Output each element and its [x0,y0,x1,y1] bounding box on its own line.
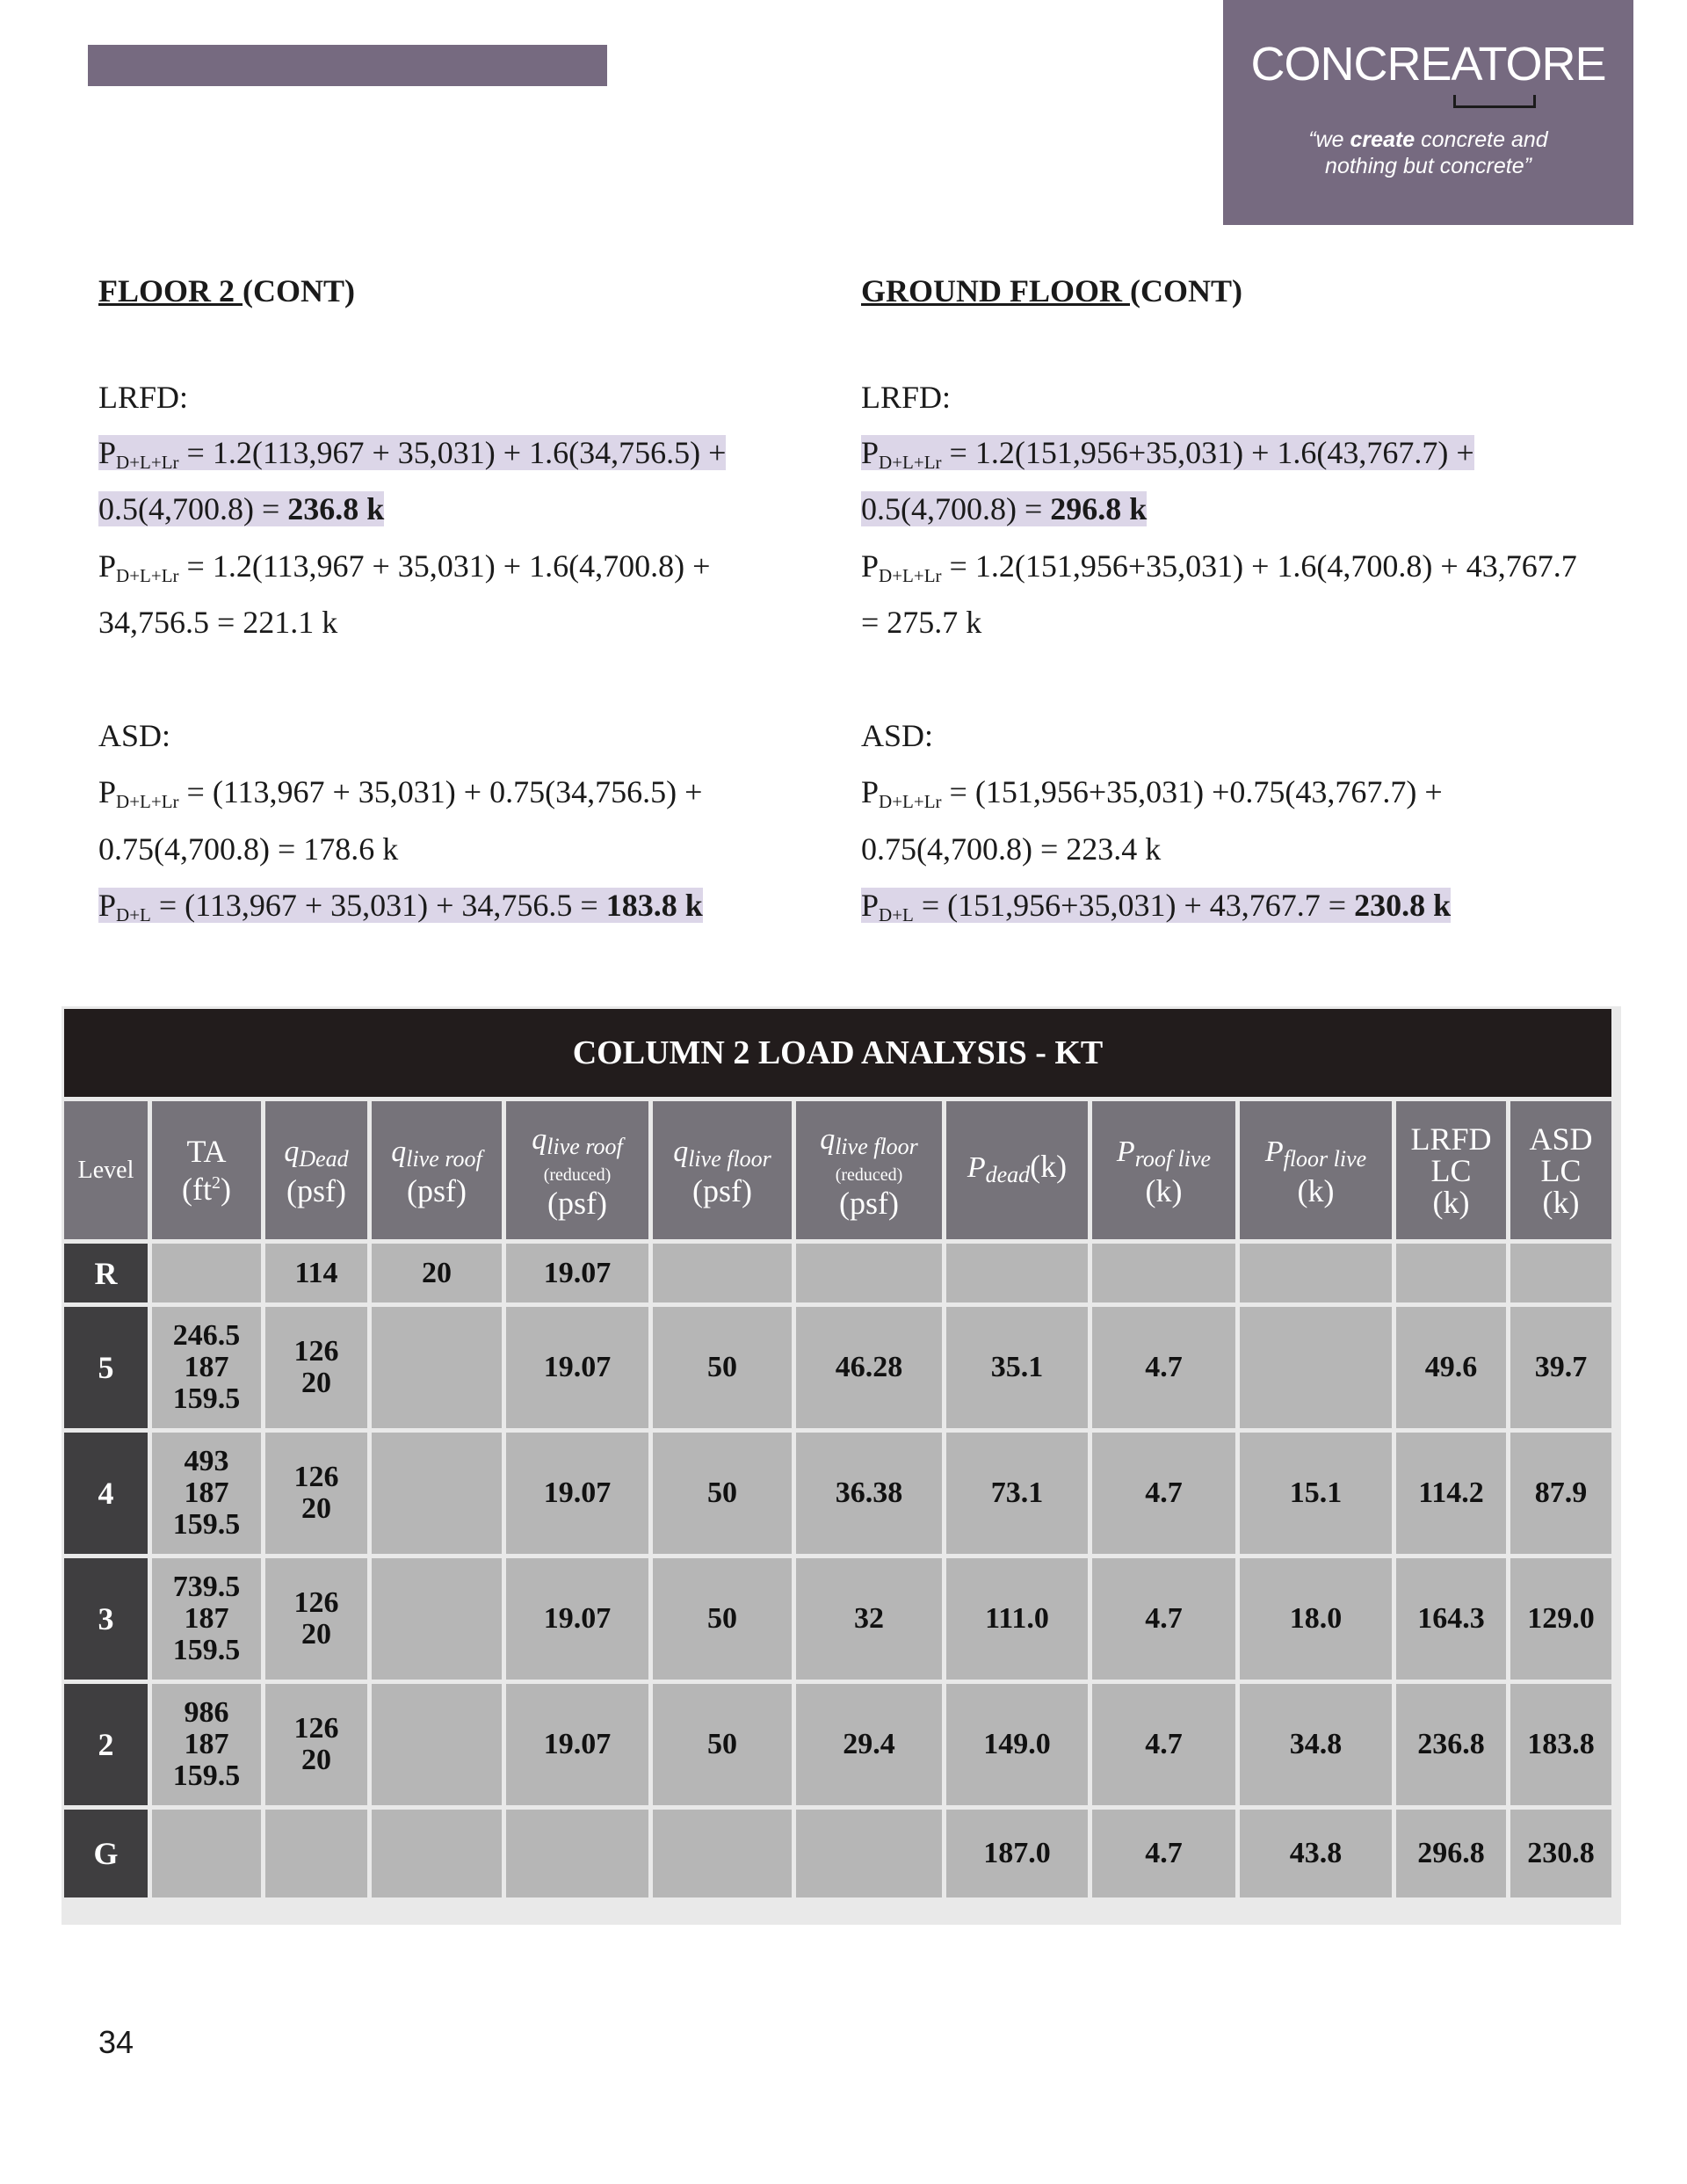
table-header-row [64,1101,1616,1244]
col-header-asd-lc: ASD LC (k) [1510,1101,1616,1244]
level-cell: 4 [64,1433,152,1558]
asd-lc-cell: 230.8 [1510,1810,1616,1902]
ta-cell [152,1244,265,1307]
lrfd-eq-2: $P_{D+L+Lr} = 1.2(113,967 + 35,031) + 1.6(4,700.8)$ + [98,548,711,586]
lrfd-eq-1: $P_{D+L+Lr} = 1.2(113,967 + 35,031) + 1.6(34,756.5)$ + [98,435,727,473]
col-header-p-roof-live: $P_{roof live}$ (k) [1092,1101,1240,1244]
col-header-p-dead: $P_{dead}(k)$ [946,1101,1092,1244]
table-row [64,1684,1616,1810]
col-header-q-live-roof-reduced: $q_{live roof}$ (reduced) (psf) [506,1101,653,1244]
table-row [64,1307,1616,1433]
p-dead-cell [946,1244,1092,1307]
p-floor-live-cell: 18.0 [1240,1558,1396,1684]
table-title: COLUMN 2 LOAD ANALYSIS - KT [64,1009,1616,1101]
q-live-floor-cell: 50 [653,1684,796,1810]
q-live-roof-reduced-cell: 19.07 [506,1307,653,1433]
p-dead-cell: 35.1 [946,1307,1092,1433]
col-header-q-live-floor: $q_{live floor}$ (psf) [653,1101,796,1244]
col-header-lrfd-lc: LRFD LC (k) [1396,1101,1510,1244]
q-live-roof-reduced-cell: 19.07 [506,1433,653,1558]
q-live-floor-cell: 50 [653,1433,796,1558]
ta-cell: 246.5 187 159.5 [152,1307,265,1433]
p-floor-live-cell: 34.8 [1240,1684,1396,1810]
q-live-floor-reduced-cell: 29.4 [796,1684,946,1810]
load-analysis-table-frame [62,1006,1621,1925]
col-header-q-live-floor-reduced: $q_{live floor}$ (reduced) (psf) [796,1101,946,1244]
brand-logo-bracket [1453,95,1536,108]
p-dead-cell: 111.0 [946,1558,1092,1684]
p-dead-cell: 187.0 [946,1810,1092,1902]
q-live-floor-reduced-cell: 46.28 [796,1307,946,1433]
page-number: 34 [98,2024,134,2060]
q-dead-cell: 126 20 [265,1433,372,1558]
q-live-roof-reduced-cell: 19.07 [506,1558,653,1684]
lrfd-lc-cell: 296.8 [1396,1810,1510,1902]
p-roof-live-cell: 4.7 [1092,1558,1240,1684]
col-header-q-live-roof: $q_{live roof}$ (psf) [372,1101,506,1244]
section-heading: GROUND FLOOR (CONT) [861,273,1242,308]
ta-cell [152,1810,265,1902]
brand-block [1223,0,1633,225]
asd-eq-1-cont: 0.75(4,700.8) = 178.6 k [98,831,399,867]
lrfd-eq-1-cont: 0.5(4,700.8) = 236.8 k [98,491,385,526]
asd-lc-cell: 129.0 [1510,1558,1616,1684]
p-roof-live-cell: 4.7 [1092,1307,1240,1433]
q-live-floor-cell [653,1244,796,1307]
p-roof-live-cell: 4.7 [1092,1684,1240,1810]
asd-lc-cell: 87.9 [1510,1433,1616,1558]
q-live-roof-cell [372,1433,506,1558]
p-floor-live-cell: 15.1 [1240,1433,1396,1558]
q-live-floor-cell: 50 [653,1307,796,1433]
q-dead-cell: 126 20 [265,1307,372,1433]
q-live-roof-reduced-cell [506,1810,653,1902]
q-live-floor-reduced-cell: 36.38 [796,1433,946,1558]
lrfd-eq-2: $P_{D+L+Lr} = 1.2(151,956+35,031) + 1.6(4,700.8) + 43,767.7$ [861,548,1577,586]
level-cell: 2 [64,1684,152,1810]
q-live-floor-reduced-cell [796,1810,946,1902]
p-roof-live-cell [1092,1244,1240,1307]
ta-cell: 493 187 159.5 [152,1433,265,1558]
brand-logo-text: CONCREATORE [1250,38,1606,91]
q-live-roof-cell: 20 [372,1244,506,1307]
p-roof-live-cell: 4.7 [1092,1433,1240,1558]
ta-cell: 986 187 159.5 [152,1684,265,1810]
p-floor-live-cell [1240,1244,1396,1307]
asd-lc-cell [1510,1244,1616,1307]
asd-eq-1: $P_{D+L+Lr} = (151,956+35,031) +0.75(43,767.7)$ + [861,774,1443,812]
col-header-q-dead: $q_{Dead}$ (psf) [265,1101,372,1244]
asd-eq-1: $P_{D+L+Lr} = (113,967 + 35,031) + 0.75(34,756.5)$ + [98,774,703,812]
section-heading: FLOOR 2 (CONT) [98,273,356,308]
col-header-ta: TA $(ft^2)$ [152,1101,265,1244]
table-row [64,1558,1616,1684]
asd-label: ASD: [98,718,171,753]
lrfd-eq-1-cont: 0.5(4,700.8) = 296.8 k [861,491,1148,526]
asd-label: ASD: [861,718,934,753]
asd-lc-cell: 183.8 [1510,1684,1616,1810]
q-live-roof-cell [372,1684,506,1810]
p-dead-cell: 73.1 [946,1433,1092,1558]
asd-eq-1-cont: 0.75(4,700.8) = 223.4 k [861,831,1162,867]
lrfd-lc-cell [1396,1244,1510,1307]
level-cell: G [64,1810,152,1902]
brand-tagline: “we create concrete and nothing but concrete” [1308,127,1548,178]
lrfd-eq-2-cont: = 275.7 k [861,605,982,640]
q-live-roof-cell [372,1307,506,1433]
p-roof-live-cell: 4.7 [1092,1810,1240,1902]
q-live-floor-cell: 50 [653,1558,796,1684]
lrfd-lc-cell: 164.3 [1396,1558,1510,1684]
asd-eq-2: $P_{D+L} = (113,967 + 35,031) + 34,756.5 = 183.8$ k [98,888,703,925]
table-row [64,1433,1616,1558]
q-live-floor-reduced-cell [796,1244,946,1307]
lrfd-lc-cell: 49.6 [1396,1307,1510,1433]
table-row [64,1810,1616,1902]
lrfd-label: LRFD: [98,380,189,415]
load-analysis-table [64,1009,1616,1902]
level-cell: 3 [64,1558,152,1684]
level-cell: R [64,1244,152,1307]
q-dead-cell: 126 20 [265,1684,372,1810]
lrfd-lc-cell: 236.8 [1396,1684,1510,1810]
q-live-roof-cell [372,1558,506,1684]
q-dead-cell [265,1810,372,1902]
ta-cell: 739.5 187 159.5 [152,1558,265,1684]
lrfd-eq-2-cont: 34,756.5 = 221.1 k [98,605,338,640]
q-live-floor-cell [653,1810,796,1902]
asd-eq-2: $P_{D+L} = (151,956+35,031) + 43,767.7 = 230.8$ k [861,888,1452,925]
q-live-roof-reduced-cell: 19.07 [506,1244,653,1307]
header-accent-bar [88,45,607,86]
asd-lc-cell: 39.7 [1510,1307,1616,1433]
lrfd-lc-cell: 114.2 [1396,1433,1510,1558]
col-header-level: Level [64,1101,152,1244]
q-dead-cell: 114 [265,1244,372,1307]
lrfd-label: LRFD: [861,380,952,415]
q-dead-cell: 126 20 [265,1558,372,1684]
q-live-roof-cell [372,1810,506,1902]
p-floor-live-cell: 43.8 [1240,1810,1396,1902]
level-cell: 5 [64,1307,152,1433]
lrfd-eq-1: $P_{D+L+Lr} = 1.2(151,956+35,031) + 1.6(43,767.7)$ + [861,435,1474,473]
q-live-roof-reduced-cell: 19.07 [506,1684,653,1810]
p-dead-cell: 149.0 [946,1684,1092,1810]
q-live-floor-reduced-cell: 32 [796,1558,946,1684]
table-row [64,1244,1616,1307]
col-header-p-floor-live: $P_{floor live}$ (k) [1240,1101,1396,1244]
p-floor-live-cell [1240,1307,1396,1433]
